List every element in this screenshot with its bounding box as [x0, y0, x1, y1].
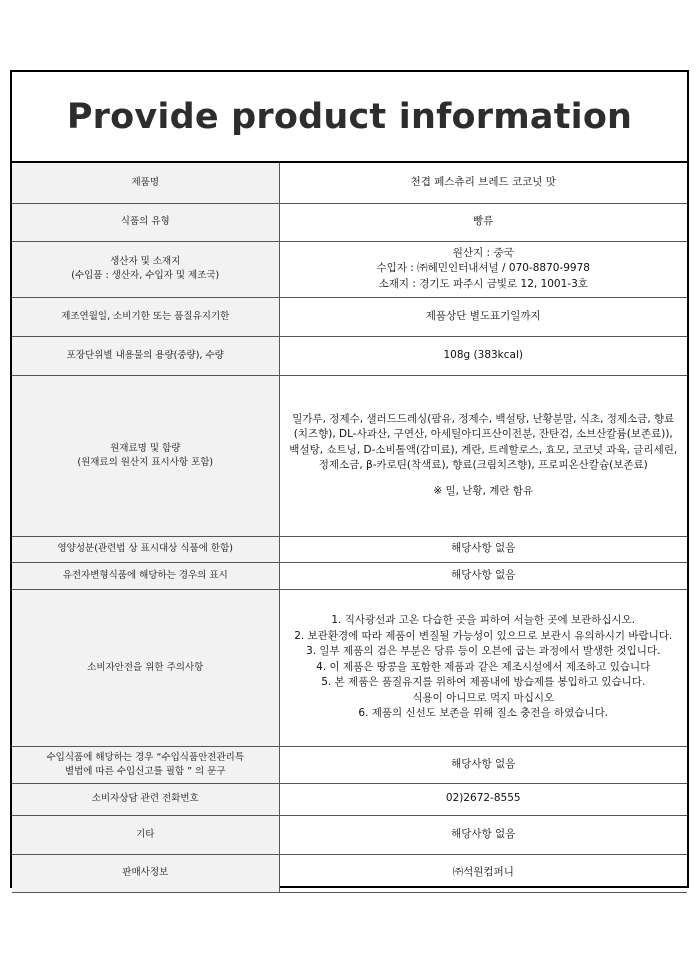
row-value: 108g (383kcal) — [279, 336, 687, 375]
table-row — [12, 203, 687, 241]
table-row — [12, 375, 687, 536]
row-value — [279, 375, 687, 536]
row-value: 원산지 : 중국 수입자 : ㈜헤민인터내셔널 / 070-8870-9978 소재지 : 경기도 파주시 금빛로 12, 1001-3호 — [279, 241, 687, 297]
row-value: 1. 직사광선과 고온 다습한 곳을 피하여 서늘한 곳에 보관하십시오. 2. 보관환경에 따라 제품이 변질될 가능성이 있으므로 보관시 유의하시기 바랍니다. 3. 일부 제품의 검은 부분은 당류 등이 오븐에 굽는 과정에서 발생한 것입니다. 4. 이 제품은 땅콩을 포함한 제품과 같은 제조시설에서 제조하고 있습니다 5. 본 제품은 품질유지를 위하여 제품내에 방습제를 봉입하고 있습니다. 식용이 아니므로 먹지 마십시오 6. 제품의 신선도 보존을 위해 질소 충전을 하였습니다. — [279, 589, 687, 746]
page-title: Provide product information — [12, 72, 687, 163]
row-label: 포장단위별 내용물의 용량(중량), 수량 — [12, 336, 279, 375]
table-row — [12, 815, 687, 854]
allergen-note: ※ 밀, 난황, 계란 함유 — [433, 484, 534, 497]
table-row — [12, 854, 687, 892]
ingredients-text: 밀가루, 정제수, 샐러드드레싱(팜유, 정제수, 백설탕, 난황분말, 식초, 정제소금, 향료(치즈향), DL-사과산, 구연산, 아세틸아디프산이전분, 잔탄검, 소브산칼륨(보존료)), 백설탕, 쇼트닝, D-소비톨액(감미료), 계란, 트레할로스, 효모, 코코넛 과육, 글리세린, 정제소금, β-카로틴(착색료), 향료(크림치즈향), 프로피온산칼슘(보존료) — [289, 412, 678, 472]
row-value: 02)2672-8555 — [279, 783, 687, 815]
product-info-table — [12, 163, 687, 893]
row-value: 천겹 페스츄리 브레드 코코넛 맛 — [279, 163, 687, 203]
row-value: 해당사항 없음 — [279, 815, 687, 854]
table-row — [12, 536, 687, 562]
row-value: 제품상단 별도표기일까지 — [279, 297, 687, 336]
row-value: 빵류 — [279, 203, 687, 241]
table-row — [12, 746, 687, 783]
row-value: 해당사항 없음 — [279, 562, 687, 589]
row-label: 유전자변형식품에 해당하는 경우의 표시 — [12, 562, 279, 589]
row-value: ㈜석원컴퍼니 — [279, 854, 687, 892]
product-info-sheet — [10, 70, 689, 888]
row-label: 판매사정보 — [12, 854, 279, 892]
table-row — [12, 297, 687, 336]
row-label: 소비자상담 관련 전화번호 — [12, 783, 279, 815]
row-label: 기타 — [12, 815, 279, 854]
table-row — [12, 589, 687, 746]
table-row — [12, 163, 687, 203]
row-label: 제조연월일, 소비기한 또는 품질유지기한 — [12, 297, 279, 336]
row-label: 원재료명 및 함량 (원재료의 원산지 표시사항 포함) — [12, 375, 279, 536]
row-label: 제품명 — [12, 163, 279, 203]
row-label: 식품의 유형 — [12, 203, 279, 241]
row-label: 수입식품에 해당하는 경우 “수입식품안전관리특 별법에 따른 수입신고를 필함 ” 의 문구 — [12, 746, 279, 783]
row-label: 생산자 및 소재지 (수입품 : 생산자, 수입자 및 제조국) — [12, 241, 279, 297]
row-label: 소비자안전을 위한 주의사항 — [12, 589, 279, 746]
table-row — [12, 241, 687, 297]
row-value: 해당사항 없음 — [279, 536, 687, 562]
row-value: 해당사항 없음 — [279, 746, 687, 783]
row-label: 영양성분(관련법 상 표시대상 식품에 한함) — [12, 536, 279, 562]
table-row — [12, 562, 687, 589]
table-row — [12, 336, 687, 375]
table-row — [12, 783, 687, 815]
